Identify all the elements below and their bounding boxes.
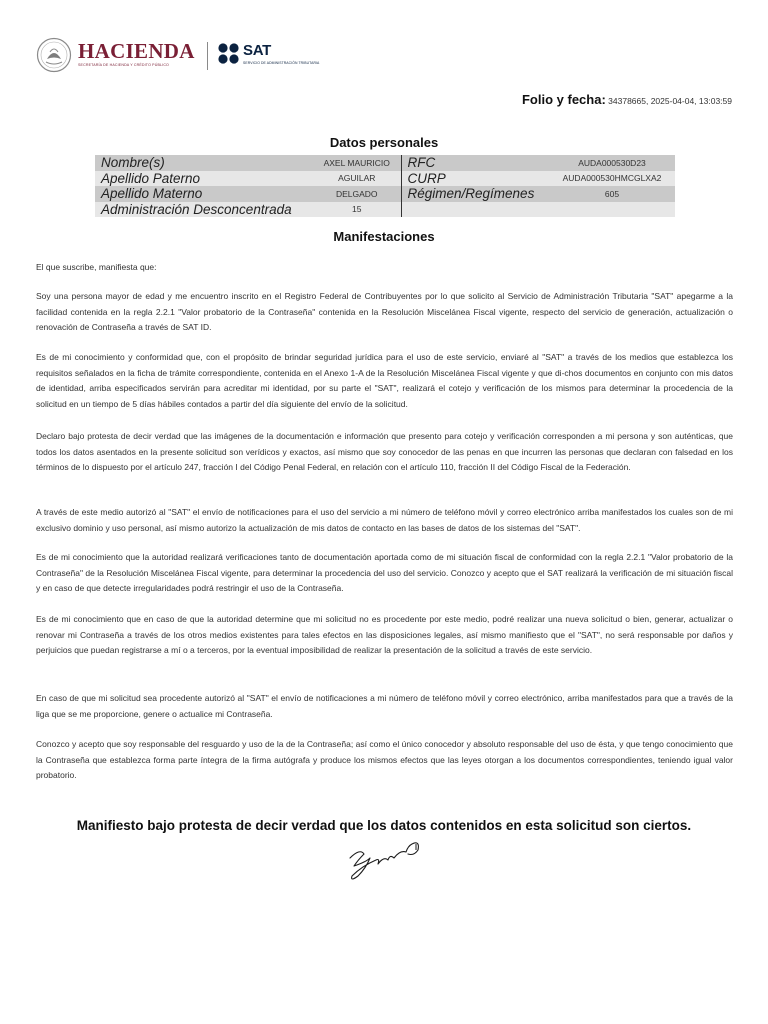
sat-logo-icon <box>217 42 241 66</box>
field-value: AXEL MAURICIO <box>313 155 401 171</box>
table-row <box>95 155 675 171</box>
field-value: AGUILAR <box>313 171 401 187</box>
field-value: 15 <box>313 202 401 218</box>
folio-value: 34378665, 2025-04-04, 13:03:59 <box>608 96 732 106</box>
field-label: Apellido Materno <box>95 186 313 202</box>
field-label: CURP <box>401 171 549 187</box>
hacienda-subtitle: SECRETARÍA DE HACIENDA Y CRÉDITO PÚBLICO <box>78 63 170 67</box>
field-label: Régimen/Regímenes <box>401 186 549 202</box>
field-label: Apellido Paterno <box>95 171 313 187</box>
hacienda-logo-text: HACIENDA <box>78 39 195 63</box>
paragraph: Declaro bajo protesta de decir verdad que las imágenes de la documentación e información que presento para cotejo y verificación corresponden a mi persona y son auténticas, que todos los datos asentados en la presente solicitud son verídicos y exactos, así mismo que soy conocedor de las penas en que incurren las personas que declaran con falsedad en los términos de lo dispuesto por el artículo 247, fracción I del Código Penal Federal, en relación con el artículo 110, fracción II del Código Fiscal de la Federación. <box>36 431 733 473</box>
folio-label: Folio y fecha: <box>521 92 606 107</box>
signature-image <box>336 836 436 884</box>
paragraph: Es de mi conocimiento que la autoridad realizará verificaciones tanto de documentación aportada como de mi situación fiscal de conformidad con la regla 2.2.1 "Valor probatorio de la Contraseña" de la Resolución Miscelánea Fiscal vigente, para determinar la procedencia del uso del servicio. Conozco y acepto que el SAT realizará la verificación de mi situación fiscal y en caso de que detecte irregularidades podrá restringir el uso de la Contraseña. <box>36 552 733 594</box>
final-declaration: Manifiesto bajo protesta de decir verdad que los datos contenidos en esta solicitud son ciertos. <box>76 818 692 833</box>
folio-fecha <box>522 92 732 107</box>
sat-logo-text: SAT <box>243 42 271 59</box>
intro-text: El que suscribe, manifiesta que: <box>36 262 157 272</box>
paragraph: Es de mi conocimiento y conformidad que, con el propósito de brindar seguridad jurídica para el uso de este servicio, enviaré al "SAT" a través de los medios que establezca los requisitos señalados en la ficha de trámite correspondiente, contenida en el Anexo 1-A de la Resolución Miscelánea Fiscal vigente y que di-chos documentos en conjunto con mis datos de identidad, arriba especificados servirán para acreditar mi identidad, por su parte el "SAT", realizará el cotejo y verificación de los mismos para determinar la procedencia de la solicitud en un tiempo de 5 días hábiles contados a partir del día siguiente del envío de la solicitud. <box>36 352 733 410</box>
field-label: Nombre(s) <box>95 155 313 171</box>
paragraph: Conozco y acepto que soy responsable del resguardo y uso de la de la Contraseña; así como el único conocedor y absoluto responsable del uso de ésta, y que tengo conocimiento que la Contraseña que establezca forma parte íntegra de la firma autógrafa y produce los mismos efectos que las leyes otorgan a los documentos correspondientes, teniendo igual valor probatorio. <box>36 739 733 781</box>
paragraph: En caso de que mi solicitud sea procedente autorizó al "SAT" el envío de notificaciones a mi número de teléfono móvil y correo electrónico, arriba manifestados para que a través de la liga que se me proporcione, genere o actualice mi Contraseña. <box>36 693 733 719</box>
field-label: RFC <box>401 155 549 171</box>
manifestaciones-title: Manifestaciones <box>333 229 435 244</box>
datos-personales-table <box>95 155 675 217</box>
field-value: AUDA000530HMCGLXA2 <box>549 171 675 187</box>
paragraph: A través de este medio autorizó al "SAT" el envío de notificaciones para el uso del servicio a mi número de teléfono móvil y correo electrónico arriba manifestados los cuales son de mi exclusivo dominio y uso personal, así mismo autorizo la actualización de mis datos de contacto en las bases de datos de los sistemas del "SAT". <box>36 507 733 533</box>
sat-subtitle: SERVICIO DE ADMINISTRACIÓN TRIBUTARIA <box>243 61 320 65</box>
field-value <box>549 202 675 218</box>
field-label <box>401 202 549 218</box>
field-value: DELGADO <box>313 186 401 202</box>
field-value: AUDA000530D23 <box>549 155 675 171</box>
national-seal-icon <box>36 37 72 73</box>
table-row <box>95 171 675 187</box>
paragraph: Es de mi conocimiento que en caso de que la autoridad determine que mi solicitud no es procedente por este medio, podré realizar una nueva solicitud o bien, generar, actualizar o renovar mi Contraseña a través de los otros medios existentes para tales efectos en las disposiciones legales, así mismo manifiesto que el "SAT", no será responsable por daños y perjuicios que puedan registrarse a mí o a terceros, por la eventual imposibilidad de realizar la presentación de la solicitud a través de este servicio. <box>36 614 733 656</box>
datos-personales-title: Datos personales <box>329 135 439 150</box>
logo-divider <box>207 42 208 70</box>
table-row <box>95 186 675 202</box>
table-row <box>95 202 675 218</box>
page-header <box>36 36 336 76</box>
field-value: 605 <box>549 186 675 202</box>
paragraph: Soy una persona mayor de edad y me encuentro inscrito en el Registro Federal de Contribuyentes por lo que solicito al Servicio de Administración Tributaria "SAT" apegarme a la facilidad contenida en la regla 2.2.1 "Valor probatorio de la Contraseña" contenida en la Resolución Miscelánea Fiscal vigente, respecto del servicio de generación, actualización o renovación de Contraseña a través de SAT ID. <box>36 291 733 333</box>
field-label: Administración Desconcentrada <box>95 202 313 218</box>
